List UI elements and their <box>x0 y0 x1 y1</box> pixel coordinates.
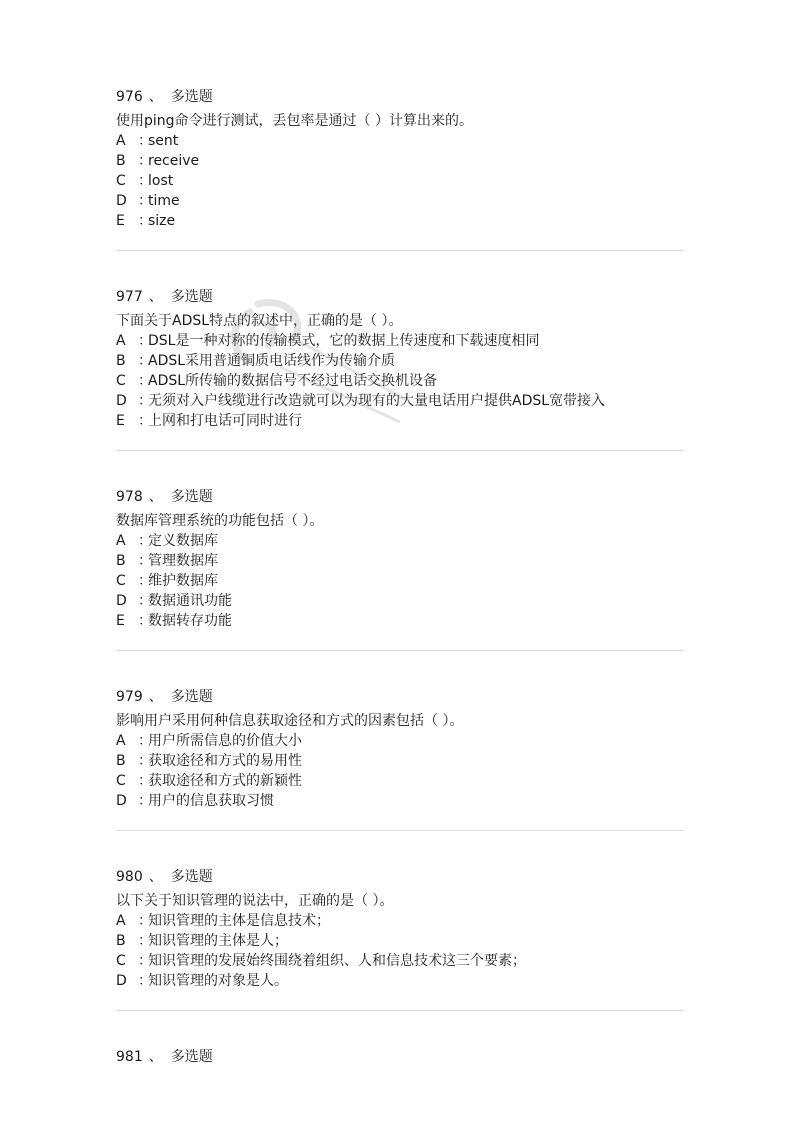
question-divider <box>116 250 684 251</box>
option-a <box>116 731 686 751</box>
option-text: 维护数据库 <box>148 573 218 589</box>
question-header <box>116 1047 686 1067</box>
question-header <box>116 687 686 707</box>
question-stem: 影响用户采用何种信息获取途径和方式的因素包括（ ）。 <box>116 713 464 729</box>
option-b <box>116 151 686 171</box>
option-b <box>116 351 686 371</box>
option-letter: B <box>116 753 126 769</box>
question-type: 多选题 <box>170 489 213 505</box>
option-a <box>116 331 686 351</box>
option-e <box>116 611 686 631</box>
option-colon: ： <box>138 933 152 949</box>
option-letter: E <box>116 613 125 629</box>
option-c <box>116 771 686 791</box>
question-divider <box>116 1010 684 1011</box>
option-text: 管理数据库 <box>148 553 218 569</box>
option-b <box>116 551 686 571</box>
question-header <box>116 487 686 507</box>
option-c <box>116 951 686 971</box>
option-text: 用户的信息获取习惯 <box>148 793 274 809</box>
option-letter: C <box>116 573 126 589</box>
question-number: 978 <box>116 489 143 505</box>
question-stem: 以下关于知识管理的说法中，正确的是（ ）。 <box>116 893 394 909</box>
option-letter: B <box>116 553 126 569</box>
question-separator: 、 <box>148 689 163 705</box>
option-letter: A <box>116 333 126 349</box>
question-981 <box>116 1047 686 1067</box>
question-979 <box>116 687 686 811</box>
option-letter: D <box>116 593 127 609</box>
option-text: 数据转存功能 <box>148 613 232 629</box>
option-colon: ： <box>138 133 152 149</box>
option-d <box>116 191 686 211</box>
option-a <box>116 131 686 151</box>
option-colon: ： <box>138 773 152 789</box>
question-stem: 下面关于ADSL特点的叙述中，正确的是（ ）。 <box>116 313 403 329</box>
question-976 <box>116 87 686 231</box>
option-c <box>116 371 686 391</box>
option-colon: ： <box>138 413 152 429</box>
option-colon: ： <box>138 753 152 769</box>
option-a <box>116 531 686 551</box>
question-separator: 、 <box>148 869 163 885</box>
question-type: 多选题 <box>170 89 213 105</box>
option-b <box>116 751 686 771</box>
option-c <box>116 571 686 591</box>
option-colon: ： <box>138 953 152 969</box>
option-letter: C <box>116 173 126 189</box>
question-header <box>116 287 686 307</box>
option-colon: ： <box>138 573 152 589</box>
question-separator: 、 <box>148 89 163 105</box>
question-divider <box>116 450 684 451</box>
option-letter: D <box>116 973 127 989</box>
option-text: 无须对入户线缆进行改造就可以为现有的大量电话用户提供ADSL宽带接入 <box>148 393 606 409</box>
option-text: 获取途径和方式的新颖性 <box>148 773 302 789</box>
question-980 <box>116 867 686 991</box>
option-text: 用户所需信息的价值大小 <box>148 733 302 749</box>
option-colon: ： <box>138 553 152 569</box>
question-type: 多选题 <box>170 869 213 885</box>
option-colon: ： <box>138 393 152 409</box>
option-letter: A <box>116 533 126 549</box>
option-colon: ： <box>138 193 152 209</box>
question-separator: 、 <box>148 289 163 305</box>
option-colon: ： <box>138 973 152 989</box>
question-number: 977 <box>116 289 143 305</box>
option-letter: D <box>116 193 127 209</box>
option-e <box>116 211 686 231</box>
question-977 <box>116 287 686 431</box>
option-text: 上网和打电话可同时进行 <box>148 413 302 429</box>
option-colon: ： <box>138 733 152 749</box>
option-d <box>116 391 686 411</box>
question-number: 979 <box>116 689 143 705</box>
option-e <box>116 411 686 431</box>
option-letter: E <box>116 413 125 429</box>
question-stem: 数据库管理系统的功能包括（ ）。 <box>116 513 324 529</box>
question-type: 多选题 <box>170 689 213 705</box>
option-letter: A <box>116 913 126 929</box>
option-colon: ： <box>138 353 152 369</box>
option-colon: ： <box>138 913 152 929</box>
option-a <box>116 911 686 931</box>
option-text: 知识管理的发展始终围绕着组织、人和信息技术这三个要素； <box>148 953 526 969</box>
option-letter: D <box>116 393 127 409</box>
question-type: 多选题 <box>170 1049 213 1065</box>
option-letter: B <box>116 353 126 369</box>
option-colon: ： <box>138 373 152 389</box>
question-header <box>116 867 686 887</box>
question-header <box>116 87 686 107</box>
question-divider <box>116 830 684 831</box>
option-colon: ： <box>138 793 152 809</box>
option-text: 获取途径和方式的易用性 <box>148 753 302 769</box>
option-letter: C <box>116 773 126 789</box>
option-text: 知识管理的对象是人。 <box>148 973 288 989</box>
option-letter: A <box>116 133 126 149</box>
option-colon: ： <box>138 173 152 189</box>
option-colon: ： <box>138 153 152 169</box>
option-d <box>116 591 686 611</box>
option-b <box>116 931 686 951</box>
question-number: 980 <box>116 869 143 885</box>
option-text: 定义数据库 <box>148 533 218 549</box>
option-colon: ： <box>138 533 152 549</box>
option-colon: ： <box>138 593 152 609</box>
option-colon: ： <box>138 613 152 629</box>
question-number: 981 <box>116 1049 143 1065</box>
option-d <box>116 791 686 811</box>
option-text: receive <box>148 153 200 169</box>
option-c <box>116 171 686 191</box>
question-number: 976 <box>116 89 143 105</box>
option-letter: D <box>116 793 127 809</box>
question-separator: 、 <box>148 489 163 505</box>
option-text: lost <box>148 173 174 189</box>
option-text: 知识管理的主体是信息技术； <box>148 913 330 929</box>
option-text: sent <box>148 133 179 149</box>
option-text: time <box>148 193 180 209</box>
question-stem: 使用ping命令进行测试，丢包率是通过（ ）计算出来的。 <box>116 113 473 129</box>
option-text: ADSL所传输的数据信号不经过电话交换机设备 <box>148 373 438 389</box>
option-colon: ： <box>138 333 152 349</box>
option-colon: ： <box>138 213 152 229</box>
question-type: 多选题 <box>170 289 213 305</box>
option-letter: C <box>116 373 126 389</box>
option-letter: C <box>116 953 126 969</box>
option-letter: B <box>116 153 126 169</box>
option-letter: A <box>116 733 126 749</box>
question-separator: 、 <box>148 1049 163 1065</box>
option-text: 数据通讯功能 <box>148 593 232 609</box>
option-d <box>116 971 686 991</box>
option-text: DSL是一种对称的传输模式，它的数据上传速度和下载速度相同 <box>148 333 540 349</box>
option-text: ADSL采用普通铜质电话线作为传输介质 <box>148 353 396 369</box>
option-letter: B <box>116 933 126 949</box>
option-text: 知识管理的主体是人； <box>148 933 288 949</box>
option-text: size <box>148 213 176 229</box>
option-letter: E <box>116 213 125 229</box>
question-divider <box>116 650 684 651</box>
question-978 <box>116 487 686 631</box>
